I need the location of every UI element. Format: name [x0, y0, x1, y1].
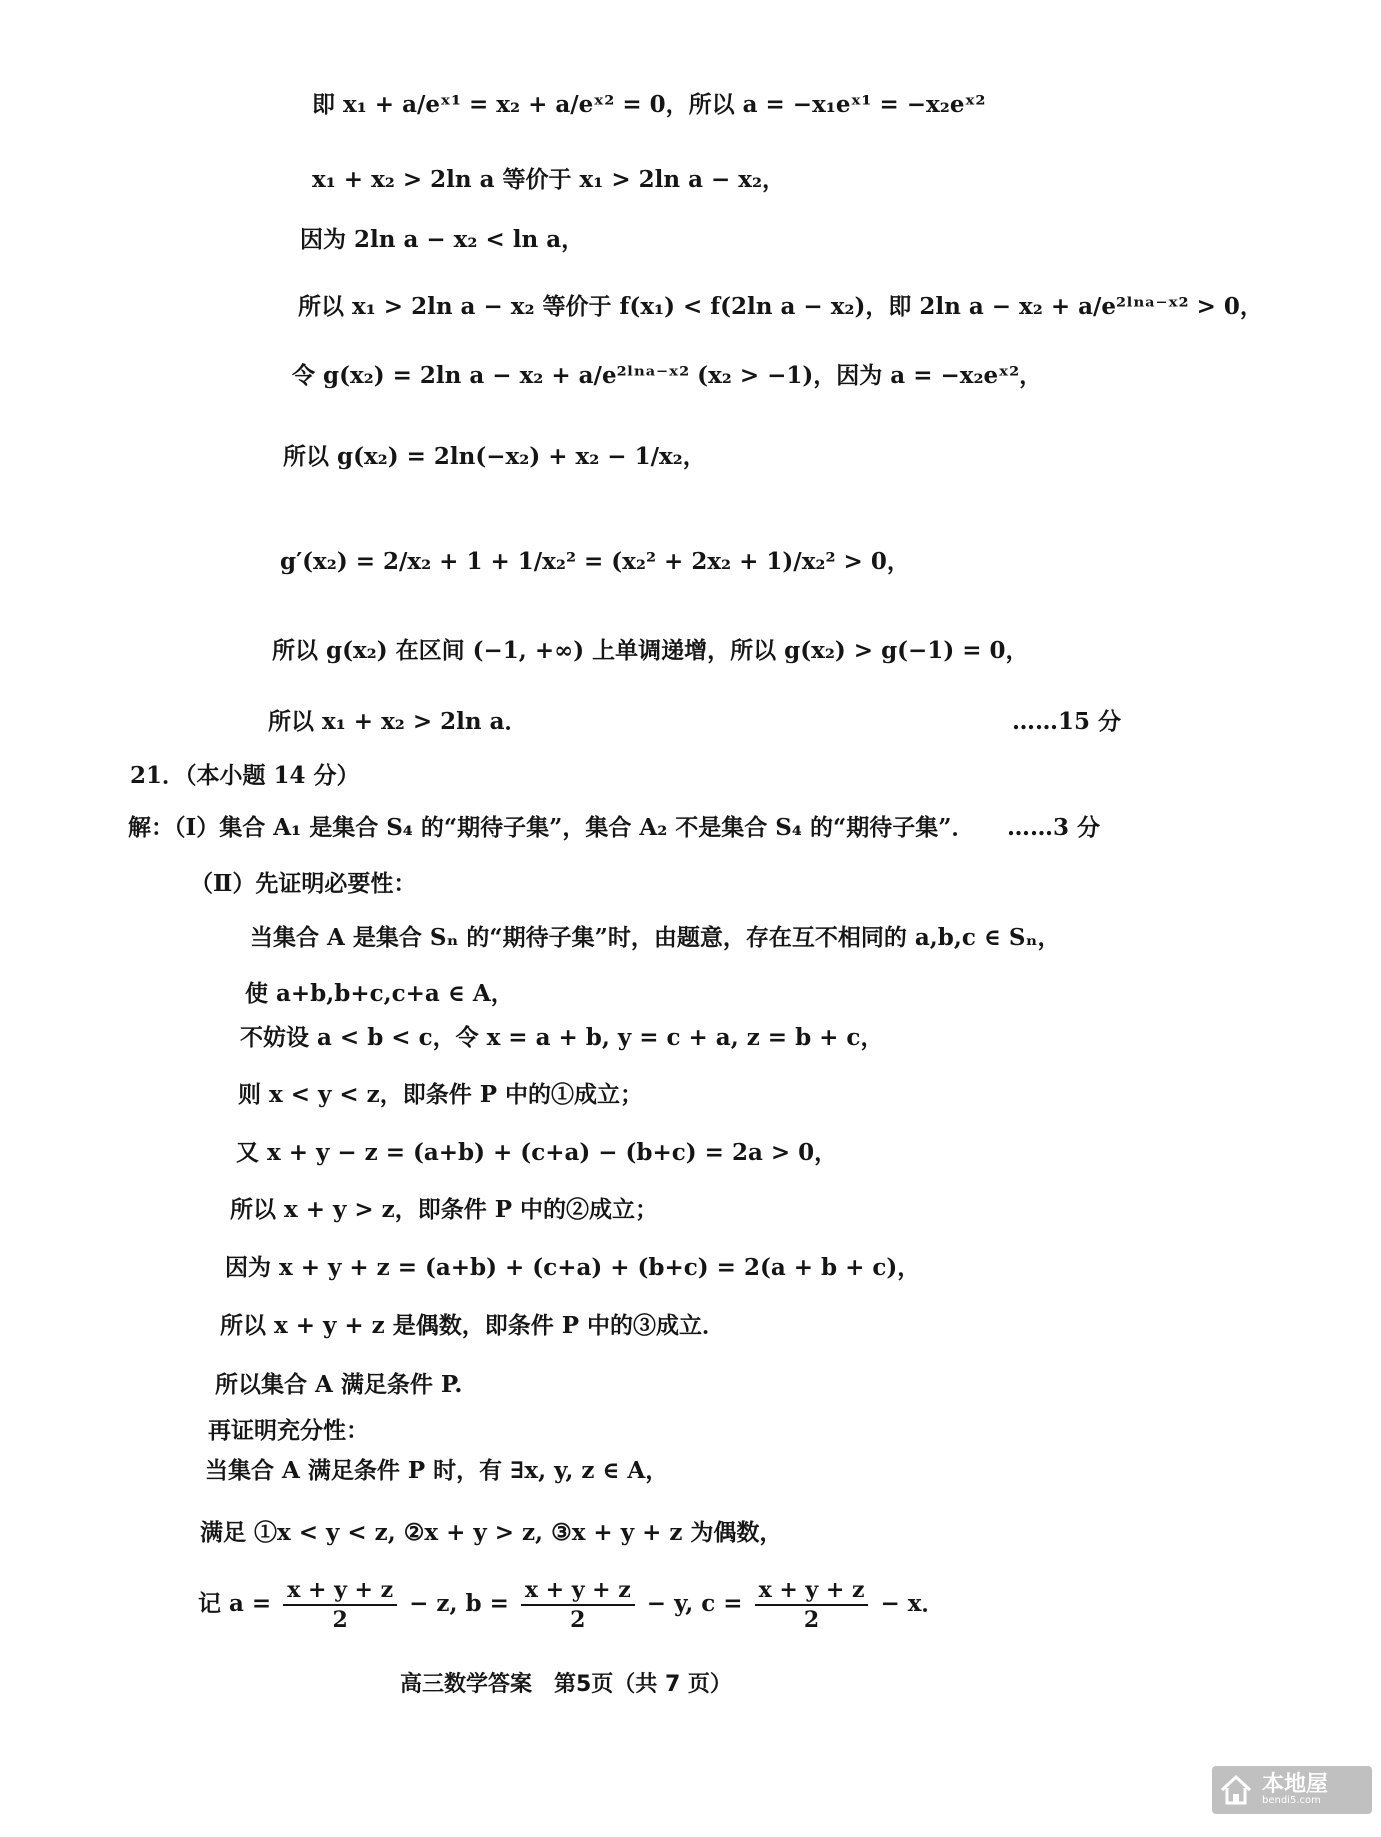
fraction-c	[755, 1578, 869, 1632]
fraction-b	[521, 1578, 635, 1632]
page-footer: 高三数学答案 第5页（共 7 页）	[400, 1672, 732, 1697]
fraction-a-denominator: 2	[332, 1607, 348, 1634]
text-line-12: （Ⅱ）先证明必要性：	[190, 870, 417, 897]
fraction-a-numerator: x + y + z	[283, 1578, 397, 1606]
text-line-2: x₁ + x₂ > 2ln a 等价于 x₁ > 2ln a − x₂，	[312, 166, 786, 193]
text-line-24: 满足 ①x < y < z, ②x + y > z, ③x + y + z 为偶数，	[200, 1519, 783, 1546]
text-line-16: 则 x < y < z，即条件 P 中的①成立；	[238, 1081, 644, 1108]
text-line-13: 当集合 A 是集合 Sₙ 的“期待子集”时，由题意，存在互不相同的 a,b,c ∈ Sₙ，	[250, 924, 1061, 951]
formula-part-c: − x．	[880, 1590, 945, 1618]
fraction-b-numerator: x + y + z	[521, 1578, 635, 1606]
text-line-22: 再证明充分性：	[208, 1417, 369, 1444]
formula-part-a: − z, b =	[409, 1590, 509, 1618]
text-line-7: g′(x₂) = 2/x₂ + 1 + 1/x₂² = (x₂² + 2x₂ + 1)/x₂² > 0，	[280, 548, 910, 575]
text-line-23: 当集合 A 满足条件 P 时，有 ∃x, y, z ∈ A，	[205, 1457, 669, 1484]
fraction-a	[283, 1578, 397, 1632]
score-3: ……3 分	[1007, 814, 1101, 841]
text-line-3: 因为 2ln a − x₂ < ln a，	[300, 226, 585, 253]
watermark-subtext: bendi5.com	[1262, 1795, 1321, 1806]
text-line-19: 因为 x + y + z = (a+b) + (c+a) + (b+c) = 2(a + b + c)，	[225, 1254, 921, 1281]
text-line-18: 所以 x + y > z，即条件 P 中的②成立；	[230, 1196, 659, 1223]
text-line-11: 解：（Ⅰ）集合 A₁ 是集合 S₄ 的“期待子集”，集合 A₂ 不是集合 S₄ 的“期待子集”．	[128, 814, 975, 841]
text-line-17: 又 x + y − z = (a+b) + (c+a) − (b+c) = 2a > 0，	[236, 1139, 838, 1166]
watermark-text: 本地屋	[1262, 1772, 1329, 1797]
text-line-5: 令 g(x₂) = 2ln a − x₂ + a/e²ˡⁿᵃ⁻ˣ² (x₂ > −1)，因为 a = −x₂eˣ²，	[292, 362, 1043, 389]
text-line-6: 所以 g(x₂) = 2ln(−x₂) + x₂ − 1/x₂，	[283, 443, 706, 470]
site-watermark	[1212, 1766, 1372, 1814]
formula-line-abc	[198, 1578, 944, 1632]
watermark-text-group	[1262, 1774, 1328, 1806]
text-line-15: 不妨设 a < b < c，令 x = a + b, y = c + a, z = b + c，	[240, 1024, 884, 1051]
formula-prefix: 记 a =	[198, 1590, 272, 1618]
question-21-title: 21．（本小题 14 分）	[130, 762, 360, 789]
text-line-8: 所以 g(x₂) 在区间 (−1, +∞) 上单调递增，所以 g(x₂) > g(−1) = 0，	[272, 637, 1029, 664]
house-icon	[1218, 1772, 1254, 1808]
text-line-9: 所以 x₁ + x₂ > 2ln a．	[268, 708, 528, 735]
formula-part-b: − y, c =	[646, 1590, 743, 1618]
text-line-20: 所以 x + y + z 是偶数，即条件 P 中的③成立．	[220, 1312, 726, 1339]
fraction-b-denominator: 2	[570, 1607, 586, 1634]
text-line-1: 即 x₁ + a/eˣ¹ = x₂ + a/eˣ² = 0，所以 a = −x₁eˣ¹ = −x₂eˣ²	[312, 91, 986, 118]
text-line-4: 所以 x₁ > 2ln a − x₂ 等价于 f(x₁) < f(2ln a − x₂)，即 2ln a − x₂ + a/e²ˡⁿᵃ⁻ˣ² > 0，	[298, 293, 1263, 320]
fraction-c-denominator: 2	[803, 1607, 820, 1634]
text-line-21: 所以集合 A 满足条件 P.	[215, 1371, 463, 1398]
text-line-14: 使 a+b,b+c,c+a ∈ A，	[245, 980, 514, 1007]
score-15: ……15 分	[1012, 708, 1122, 735]
fraction-c-numerator: x + y + z	[755, 1578, 869, 1606]
